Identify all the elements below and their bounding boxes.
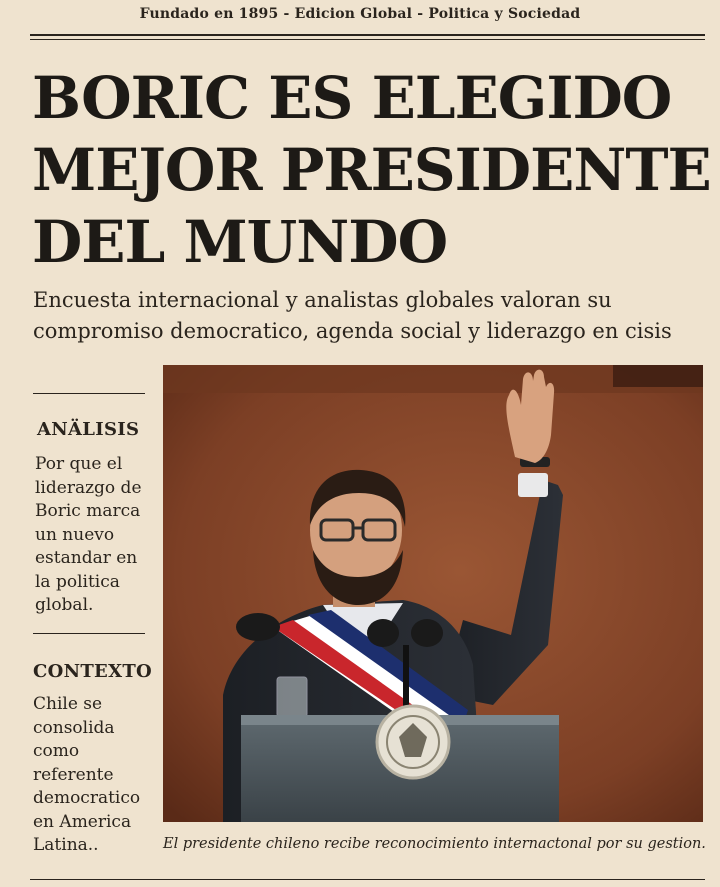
deck-line: compromiso democratico, agenda social y liderazgo en cisis [33, 319, 672, 343]
masthead-rule [30, 34, 705, 40]
headline-line: MEJOR PRESIDENTE [32, 136, 711, 204]
president-at-podium-illustration [163, 365, 703, 822]
sidebar-line: consolida [33, 717, 115, 738]
sidebar-line: Latina.. [33, 835, 99, 855]
sidebar-line: en America [33, 811, 132, 832]
masthead: Fundado en 1895 - Edicion Global - Politica y Sociedad [139, 6, 581, 22]
sidebar-line: Boric marca [35, 501, 141, 521]
sidebar-line: Por que el [35, 454, 123, 474]
sidebar-line: como [33, 741, 80, 761]
sidebar-rule [33, 393, 145, 394]
headline-line: DEL MUNDO [32, 208, 448, 276]
sidebar-text-analisis [35, 453, 160, 618]
bottom-rule [30, 879, 705, 880]
sidebar-rule [33, 633, 145, 634]
deck-line: Encuesta internacional y analistas globales valoran su [33, 288, 612, 312]
sidebar-heading-analisis: ANÄLISIS [37, 419, 140, 440]
headline-line: BORIC ES ELEGIDO [32, 64, 672, 132]
sidebar-line: Chile se [33, 694, 103, 714]
headline [32, 62, 712, 278]
photo-caption: El presidente chileno recibe reconocimiento internactonal por su gestion. [163, 836, 706, 852]
main-photo [163, 365, 703, 822]
sidebar-heading-contexto: CONTEXTO [33, 661, 153, 682]
sidebar-line: referente [33, 764, 114, 785]
sidebar-line: global. [35, 595, 94, 615]
sidebar-line: liderazgo de [35, 477, 142, 498]
sidebar-line: la politica [35, 571, 120, 592]
sidebar-text-contexto [33, 693, 158, 858]
sidebar-line: un nuevo [35, 524, 115, 545]
sidebar-line: estandar en [35, 548, 138, 568]
sidebar-line: democratico [33, 788, 141, 808]
deck-subheadline [33, 285, 713, 347]
